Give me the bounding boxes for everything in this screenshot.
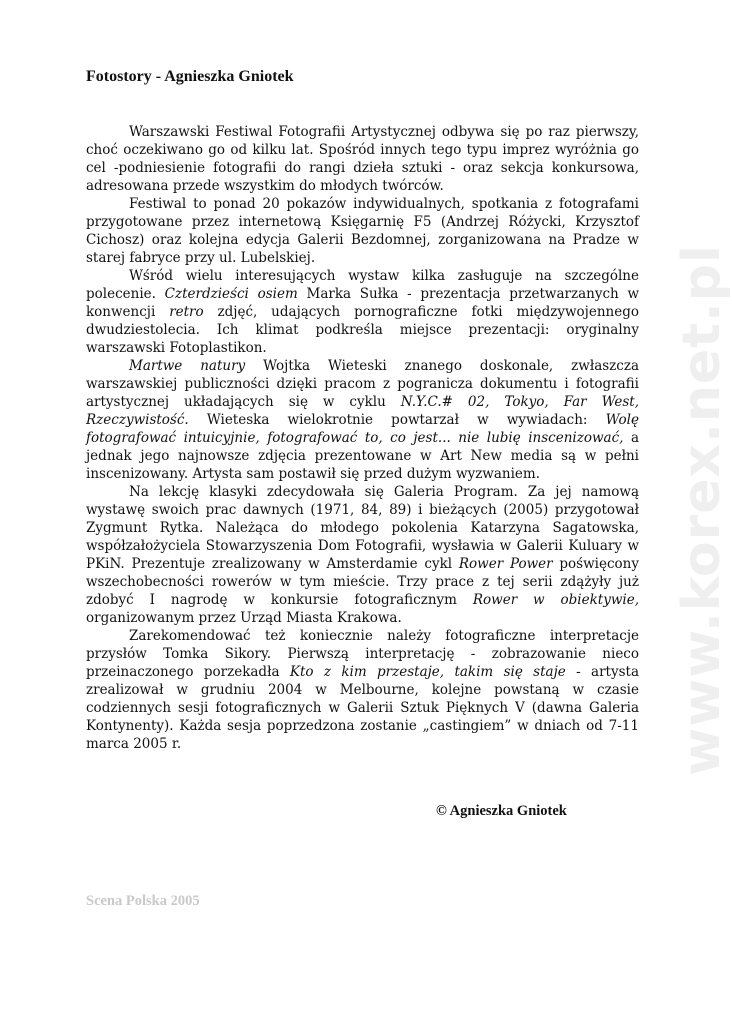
italic-text: N.Y.C.# 02, Tokyo, Far West, Rzeczywistość. <box>86 394 639 428</box>
article-paragraph <box>86 195 639 267</box>
paragraph-text: a jednak jego najnowsze zdjęcia prezentowane w Art New media są w pełni inscenizowany. Artysta sam postawił się przed dużym wyzwaniem. <box>86 430 640 482</box>
document-title: Fotostory - Agnieszka Gniotek <box>86 68 294 85</box>
paragraph-text: Zarekomendować też koniecznie należy fotograficzne interpretacje przysłów Tomka Sikory. Pierwszą interpretację - zobrazowanie nieco przeinaczonego porzekadła <box>86 628 639 680</box>
paragraph-text: Wojtka Wieteski znanego doskonale, zwłaszcza warszawskiej publiczności dzięki pracom z pogranicza dokumentu i fotografii artystycznej układających się w cyklu <box>86 358 640 410</box>
paragraph-text: zdjęć, udających pornograficzne fotki międzywojennego dwudziestolecia. Ich klimat podkreśla miejsce prezentacji: oryginalny warszawski Fotoplastikon. <box>86 304 639 356</box>
article-paragraph <box>86 123 639 195</box>
italic-text: Czterdzieści osiem <box>164 286 298 302</box>
paragraph-text: Wśród wielu interesujących wystaw kilka zasługuje na szczególne polecenie. <box>86 268 639 302</box>
article-paragraph <box>86 627 639 753</box>
article-paragraph <box>86 357 639 483</box>
author-signature: © Agnieszka Gniotek <box>436 803 567 819</box>
paragraph-text: Marka Sułka - prezentacja przetwarzanych w konwencji <box>86 286 639 320</box>
italic-text: Rower Power <box>458 556 553 572</box>
paragraph-text: Na lekcję klasyki zdecydowała się Galeria Program. Za jej namową wystawę swoich prac dawnych (1971, 84, 89) i bieżących (2005) przygotował Zygmunt Rytka. Należąca do młodego pokolenia Katarzyna Sagatowska, współzałożyciela Stowarzyszenia Dom Fotografii, wysławia w Galerii Kuluary w PKiN. Prezentuje zrealizowany w Amsterdamie cykl <box>86 484 639 572</box>
italic-text: Wolę fotografować intuicyjnie, fotografować to, co jest... nie lubię inscenizować, <box>86 412 639 446</box>
article-body <box>86 123 639 753</box>
paragraph-text: - artysta zrealizował w grudniu 2004 w Melbourne, kolejne powstaną w czasie codziennych sesji fotograficznych w Galerii Sztuk Pięknych V (dawna Galeria Kontynenty). Każda sesja poprzedzona zostanie „castingiem” w dniach od 7-11 marca 2005 r. <box>86 664 640 752</box>
paragraph-text: Warszawski Festiwal Fotografii Artystycznej odbywa się po raz pierwszy, choć oczekiwano go od kilku lat. Spośród innych tego typu imprez wyróżnia go cel -podniesienie fotografii do rangi dzieła sztuki - oraz sekcja konkursowa, adresowana przede wszystkim do młodych twórców. <box>86 124 639 194</box>
paragraph-text: Wieteska wielokrotnie powtarzał w wywiadach: <box>188 412 606 428</box>
paragraph-text: Festiwal to ponad 20 pokazów indywidualnych, spotkania z fotografami przygotowane przez internetową Księgarnię F5 (Andrzej Różycki, Krzysztof Cichosz) oraz kolejna edycja Galerii Bezdomnej, zorganizowana na Pradze w starej fabryce przy ul. Lubelskiej. <box>86 196 639 266</box>
footer-source: Scena Polska 2005 <box>86 893 200 909</box>
italic-text: Rower w obiektywie, <box>472 592 639 608</box>
italic-text: Martwe natury <box>129 358 246 374</box>
paragraph-text: organizowanym przez Urząd Miasta Krakowa. <box>86 610 402 626</box>
article-paragraph <box>86 483 639 627</box>
article-paragraph <box>86 267 639 357</box>
italic-text: Kto z kim przestaje, takim się staje <box>289 664 566 680</box>
watermark: www.korex.net.pl <box>672 244 732 776</box>
italic-text: retro <box>169 304 204 320</box>
paragraph-text: poświęcony wszechobecności rowerów w tym mieście. Trzy prace z tej serii zdążyły już zdobyć I nagrodę w konkursie fotograficznym <box>86 556 639 608</box>
